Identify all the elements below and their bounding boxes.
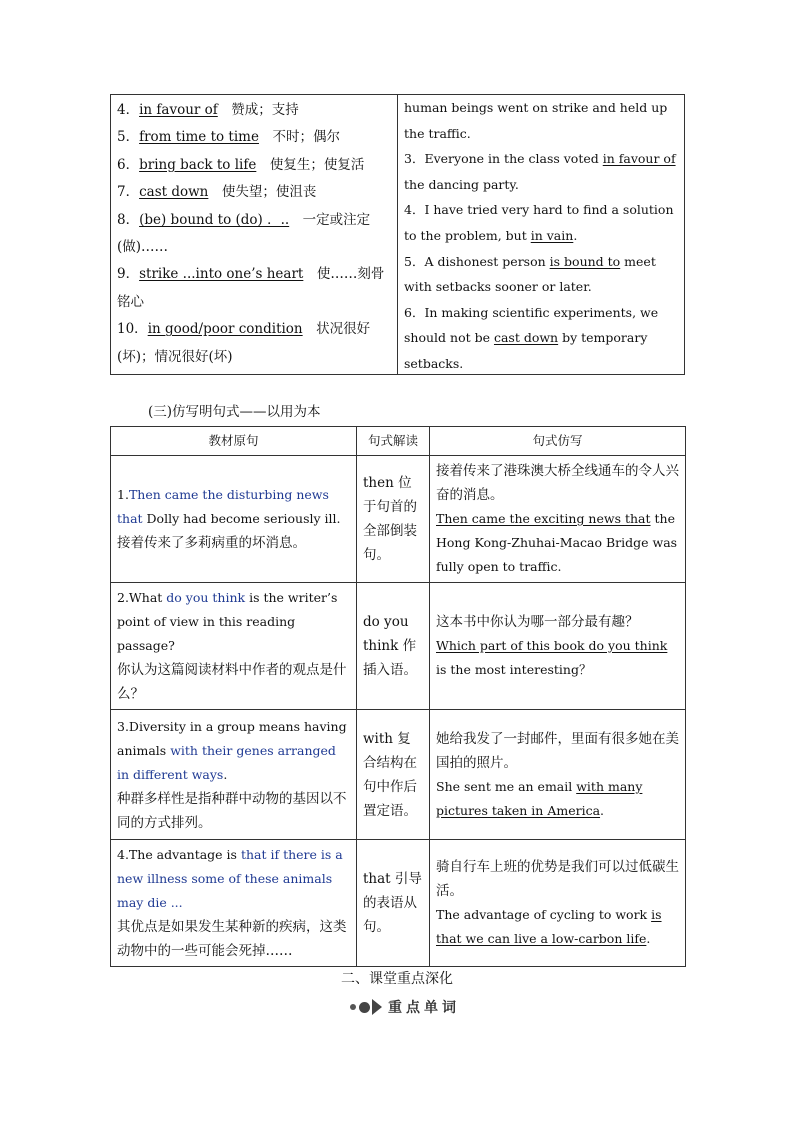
imitation: 这本书中你认为哪一部分最有趣？ Which part of this book do you think is the most interesting？ [430, 583, 686, 710]
table-row [111, 840, 686, 967]
imitation: 她给我发了一封邮件，里面有很多她在美国拍的照片。 She sent me an email with many pictures taken in America. [430, 710, 686, 840]
phrase-table [110, 94, 685, 375]
dot-large-icon [359, 1002, 370, 1013]
answer-blank: with many pictures taken in America [436, 778, 643, 818]
column-header: 句式解读 [357, 427, 430, 456]
phrase-item: 6．bring back to life 使复生；使复活 [117, 156, 365, 173]
badge-label: 重点单词 [388, 1000, 460, 1016]
imitation: 骑自行车上班的优势是我们可以过低碳生活。 The advantage of cycling to work is that we can live a low-carbon life. [430, 840, 686, 967]
phrase-item: 10．in good/poor condition 状况很好(坏)；情况很好(坏) [117, 321, 371, 365]
analysis: with 复合结构在句中作后置定语。 [357, 710, 430, 840]
phrase-item: 9．strike ...into one’s heart 使……刻骨铭心 [117, 266, 385, 310]
column-header: 句式仿写 [430, 427, 686, 456]
analysis: that 引导的表语从句。 [357, 840, 430, 967]
section-title: 二、课堂重点深化 [341, 971, 453, 987]
table-row [111, 583, 686, 710]
phrase-list [111, 95, 398, 374]
original-sentence: 4.The advantage is that if there is a new illness some of these animals may die ... 其优点是如果发生某种新的疾病，这类动物中的一些可能会死掉…… [111, 840, 357, 967]
original-sentence: 2.What do you think is the writer’s point of view in this reading passage? 你认为这篇阅读材料中作者的观点是什么？ [111, 583, 357, 710]
analysis: do you think 作插入语。 [357, 583, 430, 710]
phrase-item: 7．cast down 使失望；使沮丧 [117, 184, 317, 201]
table-row [111, 710, 686, 840]
exercise-6: 6．In making scientific experiments, we should not be cast down by temporary setbacks. [404, 304, 659, 371]
imitation: 接着传来了港珠澳大桥全线通车的令人兴奋的消息。 Then came the exciting news that the Hong Kong-Zhuhai-Macao Bridge was fully open to traffic. [430, 456, 686, 583]
original-sentence: 1.Then came the disturbing news that Dolly had become seriously ill. 接着传来了多莉病重的坏消息。 [111, 456, 357, 583]
dot-small-icon [350, 1004, 356, 1010]
column-header: 教材原句 [111, 427, 357, 456]
answer-blank: in vain [530, 227, 574, 243]
exercise-line: human beings went on strike and held up the traffic. [404, 100, 668, 141]
answer-blank: in favour of [602, 151, 676, 167]
analysis: then 位于句首的全部倒装句。 [357, 456, 430, 583]
phrase-item: 8．(be) bound to (do) ．.. 一定或注定(做)…… [117, 211, 371, 256]
table-header-row [111, 427, 686, 456]
exercise-3: 3．Everyone in the class voted in favour of the dancing party. [404, 151, 676, 192]
exercise-5: 5．A dishonest person is bound to meet with setbacks sooner or later. [404, 253, 656, 295]
exercise-4: 4．I have tried very hard to find a solution to the problem, but in vain. [404, 202, 674, 243]
sentence-table [110, 426, 686, 967]
phrase-item: 5．from time to time 不时；偶尔 [117, 129, 340, 146]
arrow-right-icon [372, 999, 382, 1015]
original-sentence: 3.Diversity in a group means having animals with their genes arranged in different ways. 种群多样性是指种群中动物的基因以不同的方式排列。 [111, 710, 357, 840]
answer-blank: Then came the exciting news that [436, 511, 651, 526]
answer-blank: cast down [493, 330, 559, 346]
answer-blank: is that we can live a low-carbon life [436, 907, 662, 946]
answer-blank: Which part of this book do you think [436, 638, 668, 653]
table-row [111, 456, 686, 583]
section-heading: (三)仿写明句式——以用为本 [148, 404, 321, 420]
phrase-exercises [398, 95, 684, 374]
phrase-item: 4．in favour of 赞成；支持 [117, 102, 299, 118]
answer-blank: is bound to [549, 253, 621, 269]
key-words-badge [350, 996, 460, 1018]
